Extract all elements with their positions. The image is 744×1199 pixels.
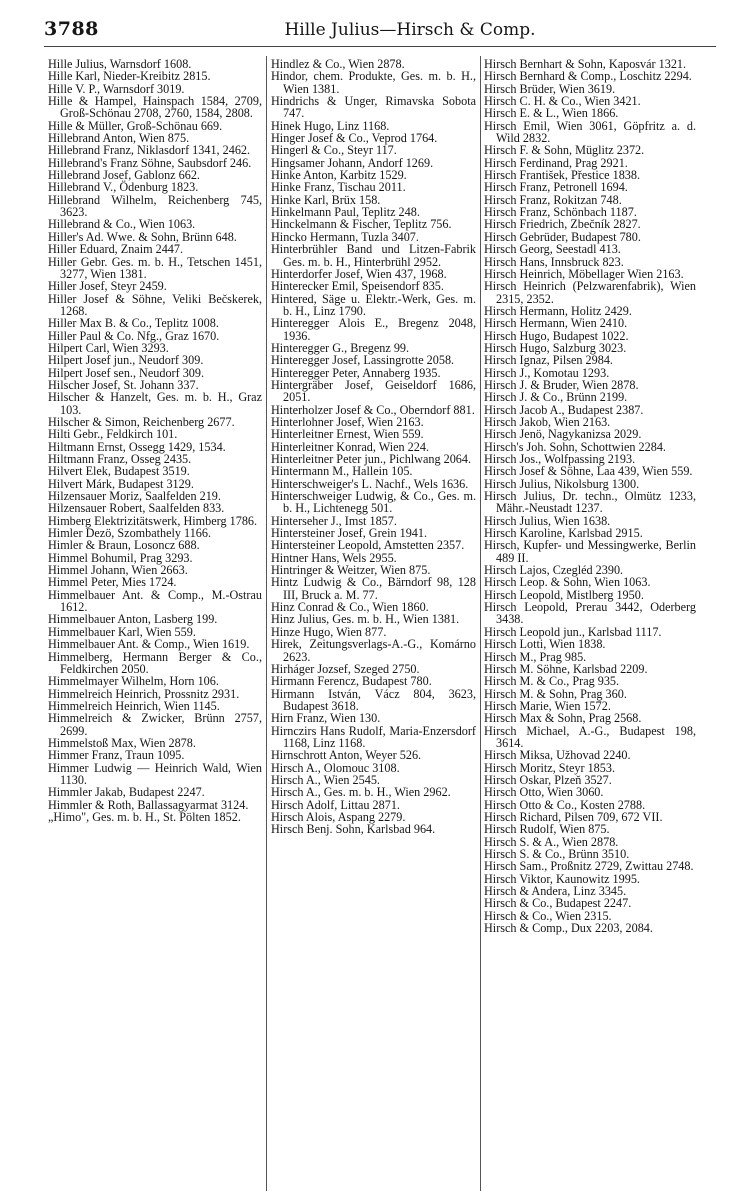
directory-entry: Hinterleitner Peter jun., Pichlwang 2064. <box>271 452 472 466</box>
directory-entry: Hirsch Gebrüder, Budapest 780. <box>484 229 641 244</box>
directory-entry: Hiller Gebr. Ges. m. b. H., Tetschen 1451, 3277, Wien 1381. <box>48 254 262 281</box>
directory-entry: Hirsch Karoline, Karlsbad 2915. <box>484 526 643 541</box>
directory-entry: Hirsch Ferdinand, Prag 2921. <box>484 155 628 170</box>
directory-entry: Himmelreich & Zwicker, Brünn 2757, 2699. <box>48 711 262 738</box>
directory-entry: Hiller's Ad. Wwe. & Sohn, Brünn 648. <box>48 229 237 244</box>
directory-entry: Hinterholzer Josef & Co., Oberndorf 881. <box>271 402 475 417</box>
directory-entry: Hirsch's Joh. Sohn, Schottwien 2284. <box>484 439 666 454</box>
directory-entry: Hirmann Ferencz, Budapest 780. <box>271 674 432 689</box>
directory-entry: Hirsch Bernhard & Comp., Loschitz 2294. <box>484 69 692 84</box>
directory-entry: Hilzensauer Moriz, Saalfelden 219. <box>48 489 221 504</box>
directory-entry: Hirsch Friedrich, Zbečník 2827. <box>484 217 641 232</box>
directory-entry: Hirsch Julius, Dr. techn., Olmütz 1233, Mähr.-Neustadt 1237. <box>484 489 696 516</box>
directory-entry: Himmer Franz, Traun 1095. <box>48 748 185 763</box>
directory-entry: Hinterecker Emil, Speisendorf 835. <box>271 279 444 294</box>
directory-entry: Himmer Ludwig — Heinrich Wald, Wien 1130. <box>48 760 262 787</box>
column-1 <box>48 58 262 1188</box>
directory-entry: Himberg Elektrizitätswerk, Himberg 1786. <box>48 513 258 528</box>
directory-entry: Hillebrand's Franz Söhne, Saubsdorf 246. <box>48 155 252 170</box>
directory-entry: Hirsch A., Ges. m. b. H., Wien 2962. <box>271 785 451 800</box>
directory-entry: Hirsch F. & Sohn, Müglitz 2372. <box>484 143 645 158</box>
directory-entry: Hinek Hugo, Linz 1168. <box>271 118 390 133</box>
directory-entry: Hinke Anton, Karbitz 1529. <box>271 168 407 183</box>
directory-entry: Hirsch Hugo, Budapest 1022. <box>484 328 629 343</box>
directory-entry: Hinteregger Peter, Annaberg 1935. <box>271 365 441 380</box>
directory-entry: Hilscher & Simon, Reichenberg 2677. <box>48 414 235 429</box>
directory-entry: Hinckelmann & Fischer, Teplitz 756. <box>271 217 452 232</box>
directory-entry: Himmelstoß Max, Wien 2878. <box>48 735 196 750</box>
directory-entry: Hirsch Viktor, Kaunowitz 1995. <box>484 871 640 886</box>
directory-entry: Hinger Josef & Co., Veprod 1764. <box>271 131 438 146</box>
directory-entry: Hinterschweiger Ludwig, & Co., Ges. m. b. H., Lichtenegg 501. <box>271 489 476 516</box>
directory-entry: Hinterschweiger's L. Nachf., Wels 1636. <box>271 476 469 491</box>
directory-entry: Hinterleitner Ernest, Wien 559. <box>271 427 424 442</box>
directory-entry: Hilscher Josef, St. Johann 337. <box>48 377 199 392</box>
directory-entry: Hillebrand & Co., Wien 1063. <box>48 217 196 232</box>
directory-entry: Hirsch Jacob A., Budapest 2387. <box>484 402 644 417</box>
directory-entry: Hilvert Márk, Budapest 3129. <box>48 476 194 491</box>
directory-entry: Hintersteiner Josef, Grein 1941. <box>271 526 428 541</box>
directory-entry: Himmelbauer Ant. & Comp., M.-Ostrau 1612. <box>48 587 262 615</box>
directory-entry: Hinterleitner Konrad, Wien 224. <box>271 439 430 454</box>
directory-entry: Hinterlohner Josef, Wien 2163. <box>271 414 424 429</box>
directory-entry: Hiller Josef & Söhne, Veliki Bečskerek, 1268. <box>48 291 262 318</box>
directory-entry: Hille Karl, Nieder-Kreibitz 2815. <box>48 69 211 84</box>
directory-entry: Hillebrand Anton, Wien 875. <box>48 131 190 146</box>
directory-entry: Himler & Braun, Losoncz 688. <box>48 538 200 553</box>
column-divider <box>266 56 267 1191</box>
directory-entry: Hirsch Franz, Petronell 1694. <box>484 180 628 195</box>
directory-entry: Hintermann M., Hallein 105. <box>271 464 413 479</box>
directory-entry: Hirsch M. & Sohn, Prag 360. <box>484 686 627 701</box>
directory-entry: Hiller Max B. & Co., Teplitz 1008. <box>48 316 219 331</box>
directory-entry: Hiller Paul & Co. Nfg., Graz 1670. <box>48 328 220 343</box>
directory-entry: Hinterdorfer Josef, Wien 437, 1968. <box>271 266 447 281</box>
directory-entry: Hirmann István, Vácz 804, 3623, Budapest 3618. <box>271 686 476 713</box>
directory-entry: Hirsch Benj. Sohn, Karlsbad 964. <box>271 822 436 837</box>
directory-entry: Hirsch Heinrich (Pelzwarenfabrik), Wien 2315, 2352. <box>484 279 696 306</box>
running-head: Hille Julius—Hirsch & Comp. <box>284 20 536 40</box>
directory-entry: Hiltmann Franz, Osseg 2435. <box>48 452 192 466</box>
directory-entry: Himler Dezö, Szombathely 1166. <box>48 526 212 541</box>
directory-entry: Hirsch J. & Co., Brünn 2199. <box>484 390 628 405</box>
directory-entry: Hilti Gebr., Feldkirch 101. <box>48 427 178 442</box>
directory-entry: Hirsch J. & Bruder, Wien 2878. <box>484 377 639 392</box>
directory-entry: Himmelbauer Karl, Wien 559. <box>48 624 196 639</box>
directory-entry: Hillebrand V., Ödenburg 1823. <box>48 180 199 195</box>
directory-entry: Himmelbauer Ant. & Comp., Wien 1619. <box>48 637 250 652</box>
directory-entry: Hinze Hugo, Wien 877. <box>271 624 387 639</box>
directory-entry: Hirsch & Comp., Dux 2203, 2084. <box>484 921 653 936</box>
directory-entry: Hinke Franz, Tischau 2011. <box>271 180 406 195</box>
directory-entry: Hindlez & Co., Wien 2878. <box>271 58 405 71</box>
directory-entry: Hincko Hermann, Tuzla 3407. <box>271 229 419 244</box>
directory-entry: Hiltmann Ernst, Ossegg 1429, 1534. <box>48 439 226 454</box>
directory-entry: Hinterseher J., Imst 1857. <box>271 513 397 528</box>
directory-entry: Hirsch Leopold, Prerau 3442, Oderberg 3438. <box>484 600 696 627</box>
directory-entry: Hille V. P., Warnsdorf 3019. <box>48 81 185 96</box>
directory-entry: Hirn Franz, Wien 130. <box>271 711 381 726</box>
directory-entry: Hirsch Ignaz, Pilsen 2984. <box>484 353 613 368</box>
directory-entry: Hilscher & Hanzelt, Ges. m. b. H., Graz 103. <box>48 390 262 417</box>
directory-entry: Hinteregger Alois E., Bregenz 2048, 1936. <box>271 316 476 343</box>
directory-entry: Hirsch Hugo, Salzburg 3023. <box>484 340 627 355</box>
directory-entry: Hindor, chem. Produkte, Ges. m. b. H., Wien 1381. <box>271 69 476 96</box>
directory-entry: Hirsch Otto & Co., Kosten 2788. <box>484 797 646 812</box>
directory-entry: Hirsch Sam., Proßnitz 2729, Zwittau 2748. <box>484 859 694 874</box>
directory-entry: Hirsch E. & L., Wien 1866. <box>484 106 619 121</box>
directory-entry: Hirsch Bernhart & Sohn, Kaposvár 1321. <box>484 58 687 71</box>
directory-entry: Hirsch Jakob, Wien 2163. <box>484 414 611 429</box>
directory-entry: Hirsch Marie, Wien 1572. <box>484 698 611 713</box>
directory-entry: Hirsch A., Olomouc 3108. <box>271 760 400 775</box>
directory-entry: Hirsch M. Söhne, Karlsbad 2209. <box>484 661 648 676</box>
directory-entry: Hirsch Heinrich, Möbellager Wien 2163. <box>484 266 684 281</box>
directory-entry: Hilpert Carl, Wien 3293. <box>48 340 169 355</box>
directory-entry: Hirsch Adolf, Littau 2871. <box>271 797 400 812</box>
directory-entry: „Himo", Ges. m. b. H., St. Pölten 1852. <box>48 809 241 824</box>
directory-entry: Hirsch A., Wien 2545. <box>271 772 380 787</box>
directory-entry: Hirháger Jozsef, Szeged 2750. <box>271 661 420 676</box>
directory-entry: Hiller Eduard, Znaim 2447. <box>48 242 184 257</box>
directory-entry: Hirsch Leop. & Sohn, Wien 1063. <box>484 575 651 590</box>
directory-entry: Hirsch Hans, Innsbruck 823. <box>484 254 624 269</box>
directory-entry: Himmler & Roth, Ballassagyarmat 3124. <box>48 797 249 812</box>
directory-entry: Hirsch, Kupfer- und Messingwerke, Berlin 489 II. <box>484 538 696 565</box>
directory-entry: Hirsch Franz, Schönbach 1187. <box>484 205 637 220</box>
directory-entry: Himmelbauer Anton, Lasberg 199. <box>48 612 218 627</box>
directory-entry: Hirsch Rudolf, Wien 875. <box>484 822 610 837</box>
directory-entry: Hintergräber Josef, Geiseldorf 1686, 2051. <box>271 377 476 405</box>
directory-entry: Hille Julius, Warnsdorf 1608. <box>48 58 192 71</box>
directory-entry: Hirsch Max & Sohn, Prag 2568. <box>484 711 642 726</box>
directory-entry: Hirsch Julius, Wien 1638. <box>484 513 611 528</box>
directory-entry: Hille & Müller, Groß-Schönau 669. <box>48 118 223 133</box>
column-divider <box>480 56 481 1191</box>
directory-entry: Hirsch Alois, Aspang 2279. <box>271 809 406 824</box>
directory-entry: Hirsch J., Komotau 1293. <box>484 365 610 380</box>
directory-entry: Hinterbrühler Band und Litzen-Fabrik Ges. m. b. H., Hinterbrühl 2952. <box>271 242 476 269</box>
directory-entry: Hinz Julius, Ges. m. b. H., Wien 1381. <box>271 612 460 627</box>
directory-entry: Hirsch Michael, A.-G., Budapest 198, 3614. <box>484 723 696 750</box>
directory-entry: Hirsch Josef & Söhne, Laa 439, Wien 559. <box>484 464 693 479</box>
directory-entry: Hirsch & Andera, Linz 3345. <box>484 884 627 899</box>
column-2 <box>271 58 476 1188</box>
directory-entry: Hintersteiner Leopold, Amstetten 2357. <box>271 538 465 553</box>
directory-entry: Hirsch Moritz, Steyr 1853. <box>484 760 615 775</box>
directory-entry: Hirsch S. & A., Wien 2878. <box>484 834 619 849</box>
directory-entry: Himmelmayer Wilhelm, Horn 106. <box>48 674 219 689</box>
directory-entry: Hirsch Leopold, Mistlberg 1950. <box>484 587 644 602</box>
directory-entry: Hirnschrott Anton, Weyer 526. <box>271 748 422 763</box>
directory-entry: Hintered, Säge u. Elektr.-Werk, Ges. m. b. H., Linz 1790. <box>271 291 476 318</box>
header-rule <box>44 46 716 47</box>
directory-entry: Hirsch Leopold jun., Karlsbad 1117. <box>484 624 662 639</box>
directory-entry: Hintz Ludwig & Co., Bärndorf 98, 128 III, Bruck a. M. 77. <box>271 575 476 602</box>
directory-entry: Hirsch Georg, Seestadl 413. <box>484 242 621 257</box>
directory-entry: Hirsch S. & Co., Brünn 3510. <box>484 847 630 861</box>
directory-entry: Hiller Josef, Steyr 2459. <box>48 279 167 294</box>
directory-entry: Hindrichs & Unger, Rimavska Sobota 747. <box>271 94 476 121</box>
directory-entry: Himmel Peter, Mies 1724. <box>48 575 177 590</box>
directory-entry: Hirsch Hermann, Wien 2410. <box>484 316 628 331</box>
directory-entry: Hilzensauer Robert, Saalfelden 833. <box>48 501 225 516</box>
page-header <box>44 12 716 46</box>
directory-entry: Hillebrand Josef, Gablonz 662. <box>48 168 200 183</box>
directory-entry: Hirsch & Co., Wien 2315. <box>484 908 612 923</box>
directory-entry: Hilpert Josef sen., Neudorf 309. <box>48 365 205 380</box>
directory-entry: Hirnczirs Hans Rudolf, Maria-Enzersdorf 1168, Linz 1168. <box>271 723 476 750</box>
directory-entry: Himmelberg, Hermann Berger & Co., Feldkirchen 2050. <box>48 649 262 676</box>
directory-entry: Himmler Jakab, Budapest 2247. <box>48 785 205 800</box>
page-number: 3788 <box>44 18 99 40</box>
directory-entry: Hirsch Emil, Wien 3061, Göpfritz a. d. Wild 2832. <box>484 118 696 146</box>
directory-entry: Hinz Conrad & Co., Wien 1860. <box>271 600 429 615</box>
directory-entry: Hillebrand Franz, Niklasdorf 1341, 2462. <box>48 143 251 158</box>
directory-entry: Hintner Hans, Wels 2955. <box>271 550 397 565</box>
directory-entry: Hirsch Jos., Wolfpassing 2193. <box>484 452 636 466</box>
directory-entry: Himmelreich Heinrich, Wien 1145. <box>48 698 220 713</box>
directory-entry: Hingsamer Johann, Andorf 1269. <box>271 155 434 170</box>
directory-entry: Hilpert Josef jun., Neudorf 309. <box>48 353 204 368</box>
directory-entry: Himmel Bohumil, Prag 3293. <box>48 550 193 565</box>
column-3 <box>484 58 696 1188</box>
directory-entry: Hirsch František, Přestice 1838. <box>484 168 641 183</box>
directory-entry: Hirsch Otto, Wien 3060. <box>484 785 604 800</box>
directory-entry: Hirsch Richard, Pilsen 709, 672 VII. <box>484 809 663 824</box>
directory-entry: Hirsch M., Prag 985. <box>484 649 587 664</box>
directory-entry: Hirsch Oskar, Plzeň 3527. <box>484 772 612 787</box>
directory-entry: Hinke Karl, Brüx 158. <box>271 192 381 207</box>
directory-entry: Hirsch M. & Co., Prag 935. <box>484 674 620 689</box>
directory-entry: Hingerl & Co., Steyr 117. <box>271 143 397 158</box>
directory-entry: Himmelreich Heinrich, Prossnitz 2931. <box>48 686 240 701</box>
directory-entry: Hirsch & Co., Budapest 2247. <box>484 896 632 911</box>
directory-entry: Hirsch C. H. & Co., Wien 3421. <box>484 94 641 109</box>
directory-entry: Hille & Hampel, Hainspach 1584, 2709, Groß-Schönau 2708, 2760, 1584, 2808. <box>48 94 262 121</box>
directory-entry: Hinteregger Josef, Lassingrotte 2058. <box>271 353 455 368</box>
directory-entry: Hirsch Franz, Rokitzan 748. <box>484 192 622 207</box>
directory-entry: Hilvert Elek, Budapest 3519. <box>48 464 190 479</box>
directory-entry: Hirsch Hermann, Holitz 2429. <box>484 303 632 318</box>
directory-entry: Hinteregger G., Bregenz 99. <box>271 340 410 355</box>
directory-entry: Himmel Johann, Wien 2663. <box>48 563 188 578</box>
directory-entry: Hinkelmann Paul, Teplitz 248. <box>271 205 420 220</box>
directory-entry: Hirsch Lajos, Czegléd 2390. <box>484 563 624 578</box>
directory-entry: Hirsch Brüder, Wien 3619. <box>484 81 616 96</box>
directory-entry: Hirek, Zeitungsverlags-A.-G., Komárno 2623. <box>271 637 476 664</box>
directory-entry: Hillebrand Wilhelm, Reichenberg 745, 3623. <box>48 192 262 220</box>
directory-entry: Hirsch Julius, Nikolsburg 1300. <box>484 476 640 491</box>
directory-entry: Hintringer & Weitzer, Wien 875. <box>271 563 431 578</box>
directory-entry: Hirsch Jenö, Nagykanizsa 2029. <box>484 427 642 442</box>
directory-entry: Hirsch Miksa, Užhovad 2240. <box>484 748 631 763</box>
directory-entry: Hirsch Lotti, Wien 1838. <box>484 637 606 652</box>
